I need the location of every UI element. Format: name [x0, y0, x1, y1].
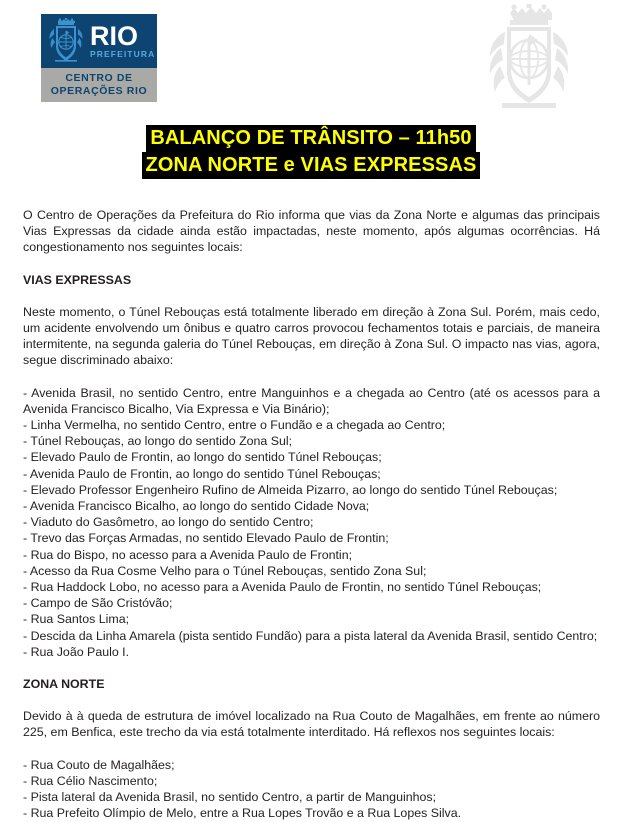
list-item: - Viaduto do Gasômetro, ao longo do sentido Centro;: [23, 515, 314, 530]
list-item: - Pista lateral da Avenida Brasil, no sentido Centro, a partir de Manguinhos;: [23, 790, 437, 805]
list-item: - Rua Prefeito Olímpio de Melo, entre a Rua Lopes Trovão e a Rua Lopes Silva.: [23, 806, 462, 821]
section-paragraph-vias-expressas: Neste momento, o Túnel Rebouças está totalmente liberado em direção à Zona Sul. Porém, mais cedo, um acidente envolvendo um ônibus e quatro carros provocou fechamentos totais e parciais, de maneira intermitente, na segunda galeria do Túnel Rebouças, em direção à Zona Sul. O impacto nas vias, agora, segue discriminado abaixo:: [23, 304, 600, 368]
list-item: - Rua Santos Lima;: [23, 612, 130, 627]
list-item: - Rua Célio Nascimento;: [23, 773, 158, 788]
document-title-block: [0, 125, 622, 179]
list-item: - Linha Vermelha, no sentido Centro, entre o Fundão e a chegada ao Centro;: [23, 418, 446, 433]
logo-unit-band: [41, 68, 157, 102]
road-list-vias-expressas: [23, 385, 600, 660]
list-item: - Rua Couto de Magalhães;: [23, 757, 175, 772]
page-title-line-1: BALANÇO DE TRÂNSITO – 11h50: [146, 125, 475, 152]
section-heading-vias-expressas: VIAS EXPRESSAS: [23, 272, 132, 287]
rio-coat-of-arms-watermark: [480, 4, 578, 112]
rio-crest-icon: [45, 18, 87, 64]
list-item: - Elevado Professor Engenheiro Rufino de Almeida Pizarro, ao longo do sentido Túnel Rebouças;: [23, 482, 558, 497]
document-body: [23, 179, 600, 822]
logo-unit-line-1: CENTRO DE: [65, 72, 133, 84]
list-item: - Rua do Bispo, no acesso para a Avenida Paulo de Frontin;: [23, 547, 353, 562]
list-item: - Acesso da Rua Cosme Velho para o Túnel Rebouças, sentido Zona Sul;: [23, 563, 427, 578]
logo-subbrand-text: PREFEITURA: [90, 49, 156, 59]
list-item: - Trevo das Forças Armadas, no sentido Elevado Paulo de Frontin;: [23, 531, 389, 546]
list-item: - Avenida Brasil, no sentido Centro, entre Manguinhos e a chegada ao Centro (até os acessos para a Avenida Francisco Bicalho, Via Expressa e Via Binário);: [23, 385, 600, 416]
rio-prefeitura-logo: [41, 14, 157, 102]
logo-wordmark: [90, 23, 155, 59]
list-item: - Túnel Rebouças, ao longo do sentido Zona Sul;: [23, 434, 293, 449]
logo-brand-text: RIO: [90, 21, 139, 51]
list-item: - Campo de São Cristóvão;: [23, 596, 173, 611]
page-title-line-2: ZONA NORTE e VIAS EXPRESSAS: [142, 152, 481, 179]
document-header: [0, 0, 622, 118]
logo-unit-line-2: OPERAÇÕES RIO: [50, 85, 148, 97]
list-item: - Rua João Paulo I.: [23, 644, 130, 659]
list-item: - Descida da Linha Amarela (pista sentido Fundão) para a pista lateral da Avenida Brasil, sentido Centro;: [23, 628, 598, 643]
intro-paragraph: O Centro de Operações da Prefeitura do Rio informa que vias da Zona Norte e algumas das principais Vias Expressas da cidade ainda estão impactadas, neste momento, após algumas ocorrências. Há congestionamento nos seguintes locais:: [23, 208, 600, 255]
section-paragraph-zona-norte: Devido à à queda de estrutura de imóvel localizado na Rua Couto de Magalhães, em frente ao número 225, em Benfica, este trecho da via está totalmente interditado. Há reflexos nos seguintes locais:: [23, 709, 600, 740]
section-heading-zona-norte: ZONA NORTE: [23, 677, 105, 692]
list-item: - Avenida Paulo de Frontin, ao longo do sentido Túnel Rebouças;: [23, 466, 381, 481]
list-item: - Elevado Paulo de Frontin, ao longo do sentido Túnel Rebouças;: [23, 450, 382, 465]
list-item: - Avenida Francisco Bicalho, ao longo do sentido Cidade Nova;: [23, 499, 370, 514]
logo-primary-band: [41, 14, 157, 68]
list-item: - Rua Haddock Lobo, no acesso para a Avenida Paulo de Frontin, no sentido Túnel Rebouças;: [23, 580, 542, 595]
road-list-zona-norte: [23, 757, 600, 822]
